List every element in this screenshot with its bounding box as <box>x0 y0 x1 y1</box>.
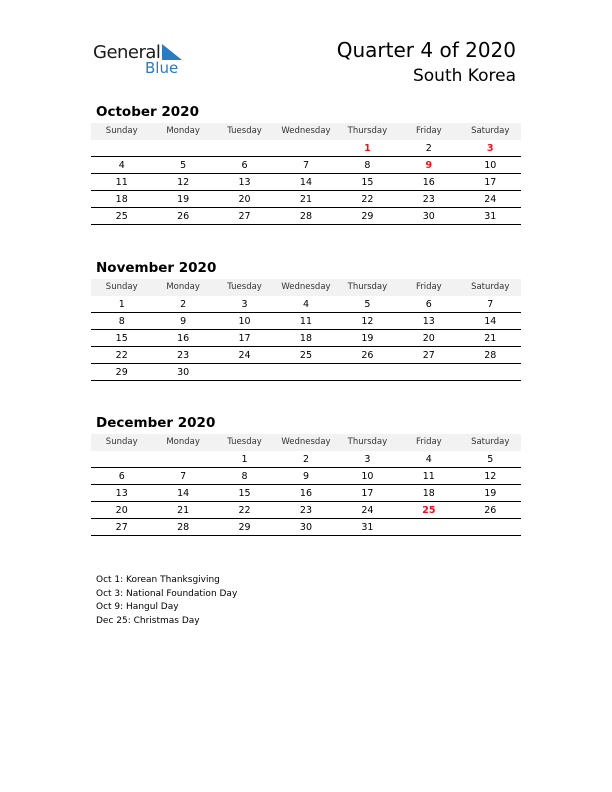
weekday-label: Wednesday <box>281 126 331 136</box>
day-cell: 27 <box>115 522 128 533</box>
day-cell: 19 <box>361 333 374 344</box>
week-row <box>91 519 521 536</box>
weekday-label: Tuesday <box>227 126 262 136</box>
day-cell: 10 <box>484 160 497 171</box>
day-cell: 21 <box>299 194 313 205</box>
day-cell: 16 <box>299 488 313 499</box>
day-cell: 4 <box>302 299 309 310</box>
page-title: Quarter 4 of 2020 <box>336 38 516 62</box>
day-cell: 13 <box>238 177 251 188</box>
day-cell: 2 <box>302 454 309 465</box>
day-cell: 15 <box>361 177 374 188</box>
day-cell: 14 <box>299 177 313 188</box>
month-november <box>91 258 521 381</box>
month-october <box>91 102 521 225</box>
day-cell: 31 <box>361 522 374 533</box>
day-cell: 10 <box>238 316 251 327</box>
weekday-label: Sunday <box>105 437 138 447</box>
weekday-label: Thursday <box>347 126 388 136</box>
day-cell: 27 <box>422 350 435 361</box>
weekday-header <box>91 279 521 296</box>
day-cell <box>275 140 336 156</box>
day-cell: 25 <box>422 505 436 516</box>
weekday-label: Saturday <box>471 282 510 292</box>
holiday-note: Dec 25: Christmas Day <box>96 615 200 626</box>
day-cell: 17 <box>484 177 497 188</box>
day-cell <box>214 364 275 380</box>
day-cell: 16 <box>422 177 435 188</box>
day-cell: 19 <box>177 194 190 205</box>
day-cell: 30 <box>422 211 435 222</box>
day-cell: 28 <box>299 211 313 222</box>
month-title: November 2020 <box>96 260 217 276</box>
day-cell <box>214 140 275 156</box>
day-cell: 5 <box>180 160 187 171</box>
day-cell: 7 <box>302 160 309 171</box>
day-cell: 12 <box>177 177 190 188</box>
logo-general-text: General <box>93 42 161 63</box>
day-cell: 15 <box>238 488 251 499</box>
holiday-notes <box>96 574 237 628</box>
weekday-label: Friday <box>415 282 442 292</box>
month-title: October 2020 <box>96 104 199 120</box>
logo-blue-text: Blue <box>145 59 179 77</box>
week-row <box>91 140 521 157</box>
weekday-label: Sunday <box>105 126 138 136</box>
week-row <box>91 347 521 364</box>
weekday-label: Monday <box>166 437 200 447</box>
day-cell: 22 <box>361 194 374 205</box>
week-row <box>91 364 521 381</box>
day-cell: 21 <box>484 333 497 344</box>
holiday-note: Oct 3: National Foundation Day <box>96 588 238 599</box>
day-cell: 8 <box>364 160 371 171</box>
day-cell: 26 <box>484 505 497 516</box>
weekday-label: Monday <box>166 126 200 136</box>
day-cell: 9 <box>425 160 433 171</box>
day-cell: 14 <box>484 316 497 327</box>
holiday-note: Oct 1: Korean Thanksgiving <box>96 575 220 585</box>
weekday-label: Thursday <box>347 437 388 447</box>
weekday-label: Friday <box>415 437 442 447</box>
day-cell: 2 <box>425 143 432 154</box>
day-cell: 23 <box>299 505 313 516</box>
day-cell: 8 <box>118 316 125 327</box>
logo-triangle-icon <box>160 44 182 60</box>
day-cell <box>337 364 398 380</box>
month-title: December 2020 <box>96 415 216 431</box>
day-cell: 13 <box>115 488 128 499</box>
weekday-label: Wednesday <box>281 437 331 447</box>
day-cell: 11 <box>115 177 128 188</box>
day-cell: 17 <box>238 333 251 344</box>
logo <box>93 40 193 80</box>
day-cell: 11 <box>422 471 435 482</box>
day-cell <box>152 140 213 156</box>
weekday-label: Saturday <box>471 437 510 447</box>
day-cell: 28 <box>484 350 497 361</box>
day-cell <box>460 519 521 535</box>
month-december <box>91 413 521 536</box>
day-cell: 3 <box>364 454 371 465</box>
week-row <box>91 451 521 468</box>
week-row <box>91 330 521 347</box>
day-cell: 20 <box>422 333 435 344</box>
day-cell: 1 <box>364 143 371 154</box>
day-cell: 17 <box>361 488 374 499</box>
weekday-label: Wednesday <box>281 282 331 292</box>
day-cell <box>275 364 336 380</box>
day-cell: 30 <box>177 367 190 378</box>
day-cell <box>91 451 152 467</box>
day-cell: 24 <box>484 194 497 205</box>
day-cell: 12 <box>484 471 497 482</box>
day-cell: 4 <box>118 160 125 171</box>
day-cell: 27 <box>238 211 251 222</box>
day-cell: 1 <box>241 454 248 465</box>
day-cell <box>152 451 213 467</box>
day-cell: 23 <box>177 350 190 361</box>
day-cell: 18 <box>115 194 128 205</box>
day-cell: 21 <box>177 505 190 516</box>
day-cell: 6 <box>241 160 248 171</box>
day-cell: 22 <box>238 505 251 516</box>
day-cell: 5 <box>487 454 494 465</box>
day-cell: 5 <box>364 299 371 310</box>
day-cell: 25 <box>299 350 313 361</box>
day-cell: 14 <box>177 488 190 499</box>
day-cell <box>91 140 152 156</box>
country-name: South Korea <box>412 66 516 86</box>
day-cell: 30 <box>299 522 313 533</box>
week-row <box>91 191 521 208</box>
day-cell: 31 <box>484 211 497 222</box>
weekday-header <box>91 434 521 451</box>
day-cell: 9 <box>302 471 309 482</box>
day-cell: 1 <box>118 299 125 310</box>
day-cell: 28 <box>177 522 190 533</box>
weekday-label: Monday <box>166 282 200 292</box>
weekday-label: Sunday <box>105 282 138 292</box>
day-cell: 26 <box>361 350 374 361</box>
week-row <box>91 174 521 191</box>
day-cell: 10 <box>361 471 374 482</box>
day-cell: 7 <box>180 471 187 482</box>
weekday-label: Friday <box>415 126 442 136</box>
day-cell: 18 <box>422 488 435 499</box>
day-cell: 6 <box>425 299 432 310</box>
week-row <box>91 485 521 502</box>
day-cell: 23 <box>422 194 435 205</box>
day-cell: 19 <box>484 488 497 499</box>
weekday-label: Saturday <box>471 126 510 136</box>
day-cell: 24 <box>238 350 251 361</box>
day-cell: 20 <box>238 194 251 205</box>
day-cell: 29 <box>361 211 374 222</box>
day-cell: 8 <box>241 471 248 482</box>
weekday-header <box>91 123 521 140</box>
week-row <box>91 313 521 330</box>
day-cell: 3 <box>241 299 248 310</box>
day-cell: 13 <box>422 316 435 327</box>
day-cell: 7 <box>487 299 494 310</box>
day-cell: 15 <box>115 333 128 344</box>
day-cell: 12 <box>361 316 374 327</box>
week-row <box>91 468 521 485</box>
day-cell: 18 <box>299 333 313 344</box>
week-row <box>91 502 521 519</box>
day-cell: 29 <box>115 367 128 378</box>
holiday-note: Oct 9: Hangul Day <box>96 602 179 613</box>
week-row <box>91 157 521 174</box>
day-cell: 16 <box>177 333 190 344</box>
weekday-label: Tuesday <box>227 282 262 292</box>
day-cell: 9 <box>180 316 187 327</box>
week-row <box>91 296 521 313</box>
day-cell: 3 <box>486 143 494 154</box>
day-cell: 24 <box>361 505 374 516</box>
day-cell: 29 <box>238 522 251 533</box>
day-cell: 6 <box>118 471 125 482</box>
weekday-label: Tuesday <box>227 437 262 447</box>
day-cell: 26 <box>177 211 190 222</box>
weekday-label: Thursday <box>347 282 388 292</box>
day-cell: 4 <box>425 454 432 465</box>
day-cell <box>398 519 459 535</box>
day-cell <box>460 364 521 380</box>
day-cell: 20 <box>115 505 128 516</box>
day-cell: 25 <box>115 211 128 222</box>
day-cell <box>398 364 459 380</box>
week-row <box>91 208 521 225</box>
day-cell: 22 <box>115 350 128 361</box>
day-cell: 11 <box>299 316 313 327</box>
day-cell: 2 <box>180 299 187 310</box>
